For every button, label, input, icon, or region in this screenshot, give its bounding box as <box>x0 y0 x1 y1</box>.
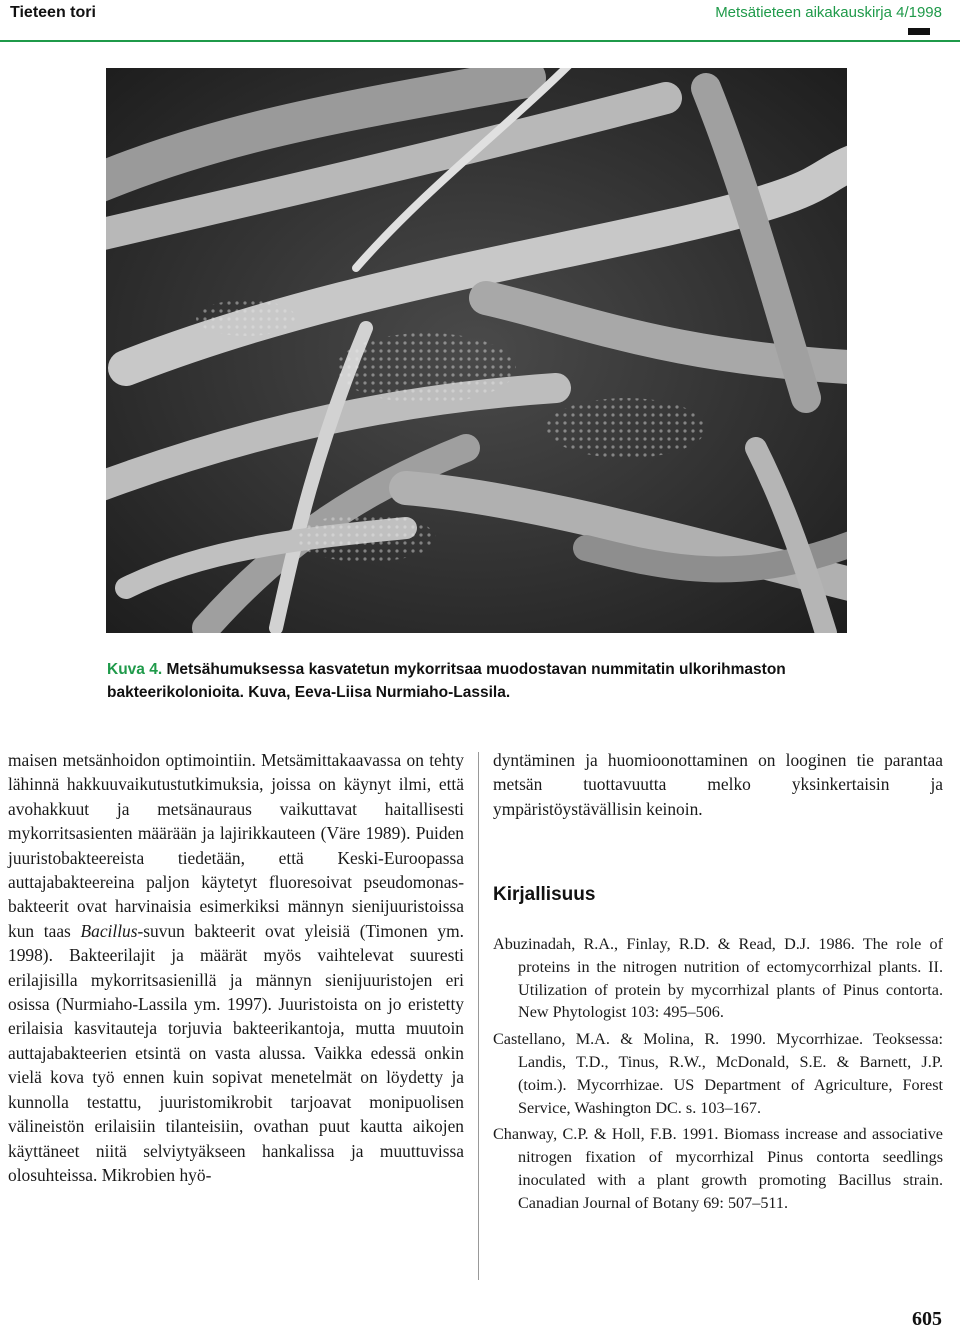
reference-item: Chanway, C.P. & Holl, F.B. 1991. Biomass increase and associative nitrogen fixation of mycorrhizal Pinus contorta seedlings inoculated with a plant growth promoting Bacillus strain. Canadian Journal of Botany 69: 507–511. <box>493 1125 943 1212</box>
body-text-b: -suvun bakteerit ovat yleisiä (Timonen ym. 1998). Bakteerilajit ja määrät myös vaihtelevat suuresti erilajisilla mykorritsasienillä ja männyn sienijuuristojen eri osissa (Nurmiaho-Lassila ym. 1997). Juuristoista on jo eristetty erilaisia kasvitauteja torjuvia bakteerikantoja, mutta muutoin auttajabakteerien etsintä on vasta alussa. Vaikka edessä onkin vielä kova työ ennen kuin sopivat menetelmät on löydetty ja kunnolla testattu, juuristomikrobit tarjoavat monipuolisen välineistön erilaisiin tilanteisiin, ovathan puut kautta aikojen käyttäneet niitä selviytyäkseen hankalissa ja muuttuvissa olosuhteissa. Mikrobien hyö- <box>8 920 464 1185</box>
header-rule <box>0 40 960 42</box>
references-heading: Kirjallisuus <box>493 884 596 905</box>
figure-caption-text: Metsähumuksessa kasvatetun mykorritsaa muodostavan nummitatin ulkorihmaston bakteerikolonioita. Kuva, Eeva-Liisa Nurmiaho-Lassila. <box>107 661 786 701</box>
reference-item: Abuzinadah, R.A., Finlay, R.D. & Read, D.J. 1986. The role of proteins in the nitrogen nutrition of ectomycorrhizal plants. II. Utilization of protein by mycorrhizal plants of Pinus contorta. New Phytologist 103: 495–506. <box>493 935 943 1022</box>
page-number: 605 <box>912 1308 942 1330</box>
body-column-right <box>493 748 943 821</box>
body-text-right: dyntäminen ja huomioonottaminen on looginen tie parantaa metsän tuottavuutta melko yksinkertaisin ja ympäristöystävällisin keinoin. <box>493 750 943 819</box>
micrograph-illustration <box>106 68 847 633</box>
figure-label: Kuva 4. <box>107 661 163 678</box>
column-divider <box>478 752 479 1280</box>
section-title: Tieteen tori <box>10 4 96 21</box>
header-marker <box>908 28 930 35</box>
sem-micrograph <box>106 68 847 633</box>
body-column-left <box>8 748 464 1187</box>
references-list <box>493 933 943 1219</box>
body-text-a: maisen metsänhoidon optimointiin. Metsämittakaavassa on tehty lähinnä hakkuuvaikutustutkimuksia, joissa on käynyt ilmi, että avohakkuut ja metsänauraus vaikuttavat haitallisesti mykorritsasienten määrään ja lajirikkauteen (Väre 1989). Puiden juuristobakteereista tiedetään, että Keski-Euroopassa auttajabakteereina paljon käytetyt fluoresoivat pseudomonas-bakteerit ovat harvinaisia esimerkiksi männyn sienijuuristoissa kun taas <box>8 750 464 941</box>
reference-item: Castellano, M.A. & Molina, R. 1990. Mycorrhizae. Teoksessa: Landis, T.D., Tinus, R.W., McDonald, S.E. & Barnett, J.P. (toim.). Mycorrhizae. US Department of Agriculture, Forest Service, Washington DC. s. 103–167. <box>493 1030 943 1117</box>
body-italic-term: Bacillus <box>80 920 138 941</box>
figure-caption <box>107 658 867 704</box>
journal-title: Metsätieteen aikakauskirja 4/1998 <box>715 4 942 21</box>
body-paragraph <box>8 748 464 1187</box>
